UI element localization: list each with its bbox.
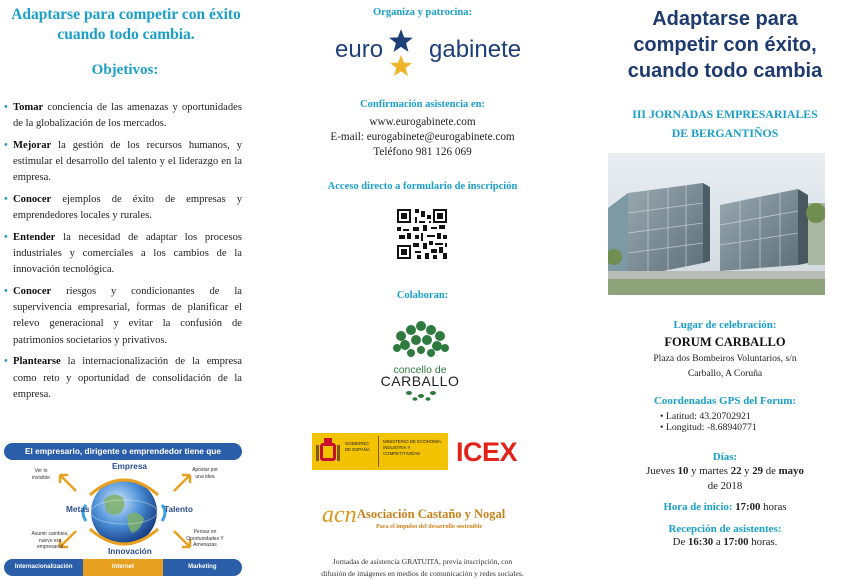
objective-item: • Plantearse la internacionalización de la empresa como reto y oportunidad de consolidación de la empresa. — [4, 354, 242, 403]
tree-icon — [389, 320, 451, 366]
entrepreneur-diagram — [4, 443, 242, 576]
coat-of-arms-icon — [316, 437, 340, 466]
event-subtitle: III JORNADAS EMPRESARIALES — [632, 107, 818, 121]
middle-panel — [250, 0, 595, 580]
diagram-footer-item: Internet — [83, 559, 162, 576]
roots-icon — [401, 388, 441, 402]
eurogabinete-logo: euro gabinete — [335, 28, 515, 84]
gobierno-espana-logo — [312, 433, 448, 470]
cover-title-line: cuando todo cambia — [627, 60, 823, 82]
star-icon — [388, 28, 414, 54]
diagram-note: Ver lo invisible — [32, 468, 50, 481]
acn-subtitle: Para el impulso del desarrollo sostenible — [376, 523, 483, 530]
diagram-note: Pensar en Oportunidades Y Amenazas — [186, 529, 224, 548]
dias-heading: Días: — [712, 451, 738, 463]
contact-phone: Teléfono 981 126 069 — [373, 146, 472, 158]
left-title: Adaptarse para competir con éxito cuando todo cambia. — [11, 6, 241, 43]
diagram-footer-item: Marketing — [188, 564, 217, 570]
event-year: de 2018 — [707, 480, 743, 492]
footer-note-2: difusión de imágenes en medios de comunicación y redes sociales. — [321, 569, 524, 578]
objectives-heading: Objetivos: — [91, 62, 159, 78]
lugar-heading: Lugar de celebración: — [673, 319, 777, 331]
objective-item: • Entender la necesidad de adaptar los procesos industriales y comerciales a los cambios de la innovación tecnológica. — [4, 230, 242, 279]
objective-item: • Conocer riesgos y condicionantes de la supervivencia empresarial, formas de planificar el relevo generacional y evitar la confusión de patrimonios societarios y privativos. — [4, 284, 242, 349]
objective-item: • Conocer ejemplos de éxito de empresas y emprendedores locales y rurales. — [4, 192, 242, 224]
globe-icon — [76, 465, 172, 559]
acn-logo-mark: acn — [322, 502, 357, 528]
cover-title-line: competir con éxito, — [633, 34, 817, 56]
objective-item: • Tomar conciencia de las amenazas y oportunidades de la globalización de los mercados. — [4, 100, 242, 132]
forum-building-photo — [608, 153, 825, 295]
objectives-list — [4, 100, 242, 408]
cover-title-line: Adaptarse para — [652, 8, 798, 30]
gps-latitude: • Latitud: 43.20702921 — [660, 411, 751, 422]
reception-time: De 16:30 a 17:00 horas. — [672, 536, 778, 548]
diagram-metas: Metas — [66, 504, 90, 514]
confirm-heading: Confirmación asistencia en: — [360, 99, 485, 110]
carballo-top-text: concello de — [393, 364, 447, 376]
right-panel — [600, 0, 850, 580]
gps-longitude: • Longitud: -8.68940771 — [660, 422, 757, 433]
acn-title: Asociación Castaño y Nogal — [357, 507, 506, 521]
organiza-heading: Organiza y patrocina: — [373, 7, 472, 18]
contact-web[interactable]: www.eurogabinete.com — [369, 116, 476, 128]
diagram-empresa: Empresa — [112, 461, 148, 471]
arrow-icon — [56, 471, 78, 493]
objective-item: • Mejorar la gestión de los recursos humanos, y estimular el desarrollo del talento y el liderazgo en la empresa. — [4, 138, 242, 187]
qr-code-icon[interactable] — [397, 209, 447, 259]
concello-carballo-logo — [375, 318, 465, 403]
gps-heading: Coordenadas GPS del Forum: — [653, 395, 797, 407]
gobierno-label: GOBIERNO DE ESPAÑA — [345, 441, 370, 452]
star-icon — [389, 54, 413, 78]
diagram-footer — [4, 559, 242, 576]
contact-email[interactable]: E-mail: eurogabinete@eurogabinete.com — [330, 131, 515, 143]
diagram-talento: Talento — [164, 504, 193, 514]
recepcion-heading: Recepción de asistentes: — [668, 523, 782, 535]
diagram-note: Asumir cambios, nuevo era empresarial — [31, 531, 69, 550]
event-days: Jueves 10 y martes 22 y 29 de mayo — [646, 465, 804, 477]
diagram-innovacion: Innovación — [108, 546, 152, 556]
diagram-note: Apostar por una idea — [192, 467, 218, 480]
start-time: Hora de inicio: 17:00 horas — [663, 501, 787, 513]
footer-note-1: Jornadas de asistencia GRATUITA, previa inscripción, con — [332, 557, 513, 566]
left-panel — [0, 0, 250, 580]
icex-logo: ICEX — [456, 437, 518, 467]
event-subtitle: DE BERGANTIÑOS — [671, 126, 779, 140]
diagram-footer-item: Internacionalización — [14, 564, 73, 570]
venue-name: FORUM CARBALLO — [664, 335, 786, 349]
ministerio-label: MINISTERIO DE ECONOMÍA, INDUSTRIA Y COMPETITIVIDAD — [383, 439, 443, 456]
venue-city: Carballo, A Coruña — [687, 368, 763, 379]
access-heading: Acceso directo a formulario de inscripción — [327, 181, 518, 192]
venue-address: Plaza dos Bombeiros Voluntarios, s/n — [653, 353, 797, 364]
diagram-header: El empresario, dirigente o emprendedor tiene que — [4, 443, 242, 460]
carballo-bottom-text: CARBALLO — [380, 373, 460, 389]
colaboran-heading: Colaboran: — [396, 290, 449, 301]
